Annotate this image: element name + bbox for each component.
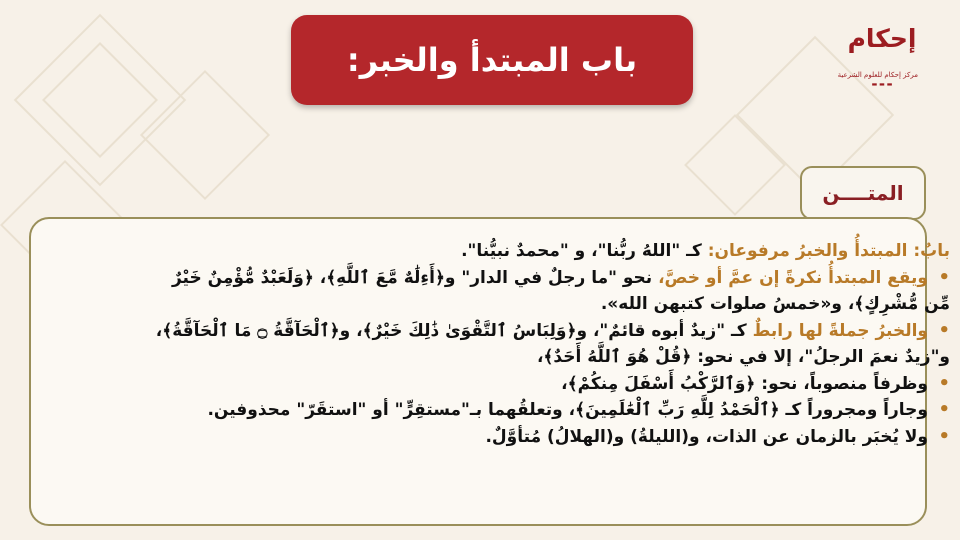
body-text: و"زيدٌ نعمَ الرجلُ"، إلا في نحو: ﴿قُلْ هُوَ ٱللَّهُ أَحَدٌ﴾، — [536, 347, 950, 367]
title-banner — [291, 15, 693, 105]
bullet-icon: • — [938, 372, 950, 394]
body-text: ولا يُخبَر بالزمان عن الذات، و(الليلةُ) و(الهلالُ) مُتأوَّلٌ. — [485, 426, 928, 447]
accent-text: بابٌ: المبتدأُ والخبرُ مرفوعان: — [707, 241, 950, 261]
logo-tagline: ▬ ▬ ▬ — [871, 81, 893, 88]
bullet-icon: • — [938, 425, 950, 447]
body-text: كـ "زيدٌ أبوه قائمٌ"، و﴿وَلِبَاسُ ٱلتَّقْوَىٰ ذَٰلِكَ خَيْرٌ﴾، و﴿ٱلْحَآقَّةُ ۝ مَا ٱلْحَآقَّةُ﴾، — [155, 320, 753, 341]
body-text: نحو "ما رجلٌ في الدار" و﴿أَءِلَٰهٌ مَّعَ ٱللَّهِ﴾، ﴿وَلَعَبْدٌ مُّؤْمِنٌ خَيْرٌ — [171, 267, 659, 288]
logo-name: إحكام — [847, 24, 917, 53]
text-line — [54, 238, 950, 265]
logo — [837, 24, 918, 96]
content-text — [54, 238, 950, 450]
text-line — [54, 291, 950, 318]
bullet-item — [54, 318, 950, 345]
text-line — [54, 344, 950, 371]
bullet-icon: • — [938, 266, 950, 288]
section-label: المتــــن — [822, 181, 904, 205]
section-tab — [800, 166, 926, 220]
bullet-icon: • — [938, 319, 950, 341]
body-text: كـ "اللهُ ربُّنا"، و "محمدٌ نبيُّنا". — [461, 241, 708, 261]
bullet-icon: • — [938, 399, 950, 420]
accent-text: والخبرُ جملةً لها رابطٌ — [752, 320, 928, 341]
page-title: باب المبتدأ والخبر: — [346, 41, 638, 79]
logo-subtitle: مركز إحكام للعلوم الشرعية — [837, 71, 918, 79]
body-text: وجاراً ومجروراً كـ ﴿ٱلْحَمْدُ لِلَّهِ رَبِّ ٱلْعَٰلَمِينَ﴾، وتعلقُهما بـ"مستقِرٍّ" أو "استقَرّ" محذوفين. — [207, 400, 928, 420]
bullet-item — [54, 424, 950, 451]
body-text: مِّن مُّشْرِكٍ﴾، و«خمسُ صلوات كتبهن الله». — [600, 294, 950, 314]
bullet-item — [54, 265, 950, 292]
body-text: وظرفاً منصوباً، نحو: ﴿وَٱلرَّكْبُ أَسْفَلَ مِنكُمْ﴾، — [561, 373, 928, 394]
bullet-item — [54, 397, 950, 424]
bullet-item — [54, 371, 950, 398]
accent-text: ويقع المبتدأُ نكرةً إن عمَّ أو خصَّ، — [658, 267, 928, 288]
